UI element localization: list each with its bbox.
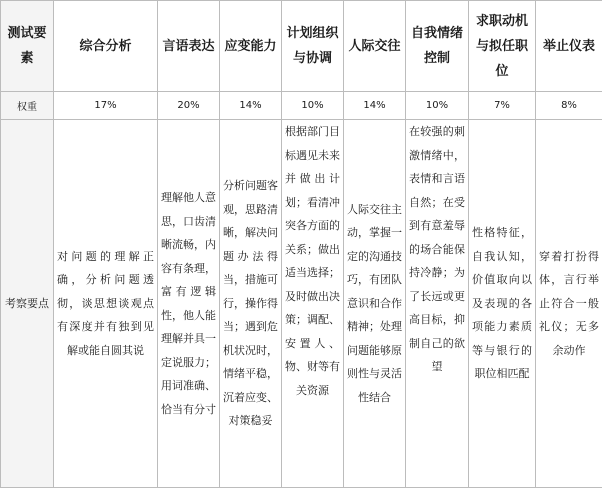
key-point-cell: 性格特征，自我认知，价值取向以及表现的各项能力素质等与银行的职位相匹配 xyxy=(469,120,536,488)
header-test-element: 测试要素 xyxy=(1,1,54,92)
key-point-cell: 理解他人意思，口齿清晰流畅，内容有条理，富有逻辑性，他人能理解并具一定说服力；用词准确、恰当有分寸 xyxy=(158,120,220,488)
header-row xyxy=(1,1,602,92)
weight-label: 权重 xyxy=(1,92,54,120)
key-point-cell: 人际交往主动，掌握一定的沟通技巧，有团队意识和合作精神；处理问题能够原则性与灵活性结合 xyxy=(344,120,406,488)
header-comprehensive-analysis: 综合分析 xyxy=(54,1,158,92)
header-planning-coordination: 计划组织与协调 xyxy=(282,1,344,92)
weight-value: 14% xyxy=(344,92,406,120)
weight-value: 20% xyxy=(158,92,220,120)
key-point-cell: 对问题的理解正确，分析问题透彻，谈思想谈观点有深度并有独到见解或能自圆其说 xyxy=(54,120,158,488)
header-job-motivation: 求职动机与拟任职位 xyxy=(469,1,536,92)
header-verbal-expression: 言语表达 xyxy=(158,1,220,92)
key-points-label: 考察要点 xyxy=(1,120,54,488)
weight-value: 7% xyxy=(469,92,536,120)
header-adaptability: 应变能力 xyxy=(220,1,282,92)
weight-value: 14% xyxy=(220,92,282,120)
weight-row xyxy=(1,92,602,120)
key-points-row xyxy=(1,120,602,488)
header-emotional-control: 自我情绪控制 xyxy=(406,1,469,92)
header-interpersonal: 人际交往 xyxy=(344,1,406,92)
weight-value: 10% xyxy=(282,92,344,120)
weight-value: 8% xyxy=(536,92,602,120)
key-point-cell: 穿着打扮得体，言行举止符合一般礼仪；无多余动作 xyxy=(536,120,602,488)
weight-value: 10% xyxy=(406,92,469,120)
header-demeanor: 举止仪表 xyxy=(536,1,602,92)
key-point-cell: 根据部门目标遇见未来并做出计划；看清冲突各方面的关系；做出适当选择；及时做出决策；调配、安置人、物、财等有关资源 xyxy=(282,120,344,488)
key-point-cell: 分析问题客观，思路清晰，解决问题办法得当，措施可行，操作得当；遇到危机状况时，情绪平稳，沉着应变、对策稳妥 xyxy=(220,120,282,488)
weight-value: 17% xyxy=(54,92,158,120)
key-point-cell: 在较强的刺激情绪中，表情和言语自然；在受到有意羞辱的场合能保持冷静；为了长远或更高目标，抑制自己的欲望 xyxy=(406,120,469,488)
